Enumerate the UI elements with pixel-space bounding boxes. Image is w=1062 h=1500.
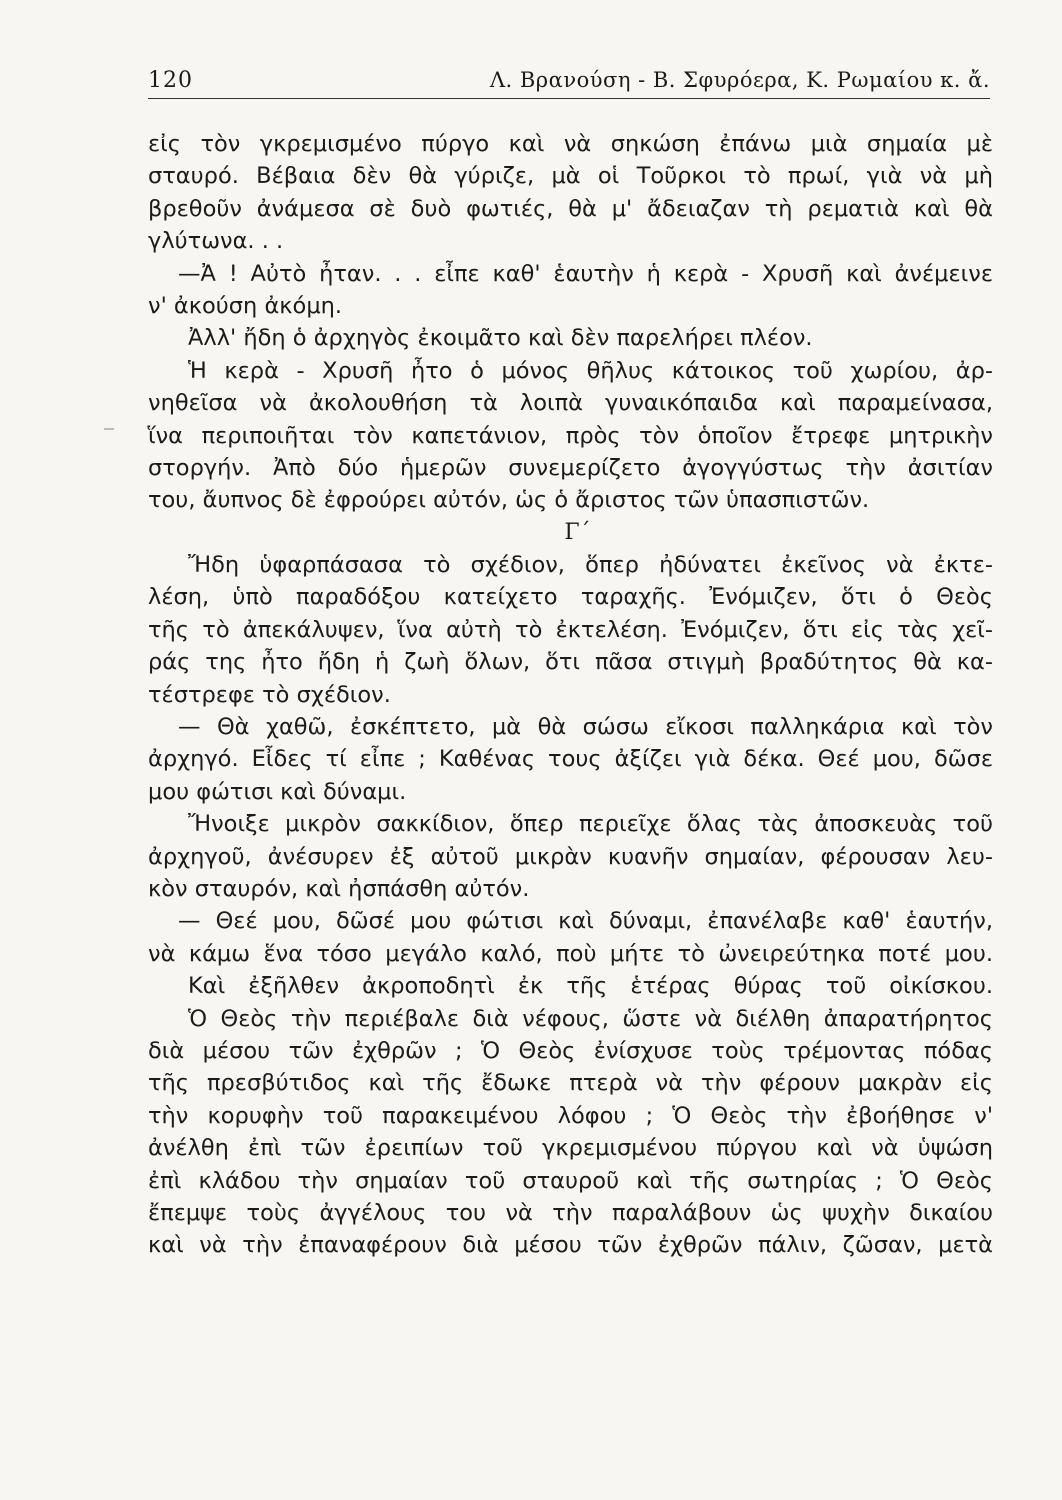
- margin-mark: [104, 428, 114, 430]
- text-line: ἀρχηγοῦ, ἀνέσυρεν ἐξ αὐτοῦ μικρὰν κυανῆν σημαίαν, φέρουσαν λευ-: [148, 843, 993, 870]
- text-line: ἵνα περιποιῆται τὸν καπετάνιον, πρὸς τὸν ὁποῖον ἔτρεφε μητρικὴν: [148, 422, 993, 449]
- running-head: [148, 62, 990, 102]
- header-authors: Λ. Βρανούση - Β. Σφυρόερα, Κ. Ρωμαίου κ. ἄ.: [489, 68, 990, 92]
- text-line: καὶ νὰ τὴν ἐπαναφέρουν διὰ μέσου τῶν ἐχθρῶν πάλιν, ζῶσαν, μετὰ: [148, 1232, 993, 1259]
- text-line: νὰ κάμω ἕνα τόσο μεγάλο καλό, ποὺ μήτε τὸ ὠνειρεύτηκα ποτέ μου.: [148, 940, 993, 967]
- text-line: ν' ἀκούση ἀκόμη.: [148, 292, 343, 319]
- text-line: λέση, ὑπὸ παραδόξου κατείχετο ταραχῆς. Ἐνόμιζεν, ὅτι ὁ Θεὸς: [148, 584, 993, 611]
- text-line: του, ἄυπνος δὲ ἐφρούρει αὐτόν, ὡς ὁ ἄριστος τῶν ὑπασπιστῶν.: [148, 487, 870, 514]
- paragraph-start: Καὶ ἐξῆλθεν ἀκροποδητὶ ἐκ τῆς ἑτέρας θύρας τοῦ οἰκίσκου.: [188, 973, 993, 1000]
- dialogue-line: — Θὰ χαθῶ, ἐσκέπτετο, μὰ θὰ σώσω εἴκοσι παλληκάρια καὶ τὸν: [178, 714, 993, 741]
- text-line: στοργήν. Ἀπὸ δύο ἡμερῶν συνεμερίζετο ἀγογγύστως τὴν ἀσιτίαν: [148, 454, 993, 481]
- paragraph-start: Ἡ κερὰ - Χρυσῆ ἦτο ὁ μόνος θῆλυς κάτοικος τοῦ χωρίου, ἀρ-: [188, 357, 993, 384]
- text-line: σταυρό. Βέβαια δὲν θὰ γύριζε, μὰ οἱ Τοῦρκοι τὸ πρωί, γιὰ νὰ μὴ: [148, 163, 993, 190]
- paragraph-start: Ἤνοιξε μικρὸν σακκίδιον, ὅπερ περιεῖχε ὅλας τὰς ἀποσκευὰς τοῦ: [188, 811, 993, 838]
- text-line: ἀνέλθη ἐπὶ τῶν ἐρειπίων τοῦ γκρεμισμένου πύργου καὶ νὰ ὑψώση: [148, 1135, 993, 1162]
- text-line: διὰ μέσου τῶν ἐχθρῶν ; Ὁ Θεὸς ἐνίσχυσε τοὺς τρέμοντας πόδας: [148, 1037, 993, 1064]
- text-line: τέστρεφε τὸ σχέδιον.: [148, 681, 391, 708]
- text-line: ἐπὶ κλάδου τὴν σημαίαν τοῦ σταυροῦ καὶ τῆς σωτηρίας ; Ὁ Θεὸς: [148, 1167, 993, 1194]
- paragraph-start: Ὁ Θεὸς τὴν περιέβαλε διὰ νέφους, ὥστε νὰ διέλθη ἀπαρατήρητος: [188, 1005, 993, 1032]
- text-line: τῆς τὸ ἀπεκάλυψεν, ἵνα αὐτὴ τὸ ἐκτελέση. Ἐνόμιζεν, ὅτι εἰς τὰς χεῖ-: [148, 616, 993, 643]
- text-line: γλύτωνα. . .: [148, 228, 284, 255]
- body-text: [148, 128, 993, 1262]
- text-line: κὸν σταυρόν, καὶ ἠσπάσθη αὐτόν.: [148, 875, 530, 902]
- text-line: μου φώτισι καὶ δύναμι.: [148, 778, 407, 805]
- text-line: ἀρχηγό. Εἶδες τί εἶπε ; Καθένας τους ἀξίζει γιὰ δέκα. Θεέ μου, δῶσε: [148, 746, 993, 773]
- section-mark: Γ΄: [564, 519, 591, 545]
- text-line: εἰς τὸν γκρεμισμένο πύργο καὶ νὰ σηκώση ἐπάνω μιὰ σημαία μὲ: [148, 131, 993, 157]
- text-line: ἔπεμψε τοὺς ἀγγέλους του νὰ τὴν παραλάβουν ὡς ψυχὴν δικαίου: [148, 1199, 993, 1226]
- dialogue-line: — Θεέ μου, δῶσέ μου φώτισι καὶ δύναμι, ἐπανέλαβε καθ' ἑαυτήν,: [178, 908, 993, 935]
- text-line: βρεθοῦν ἀνάμεσα σὲ δυὸ φωτιές, θὰ μ' ἄδειαζαν τὴ ρεματιὰ καὶ θὰ: [148, 195, 993, 222]
- page-number: 120: [148, 68, 193, 93]
- header-rule: [148, 98, 990, 99]
- text-line: τῆς πρεσβύτιδος καὶ τῆς ἔδωκε πτερὰ νὰ τὴν φέρουν μακρὰν εἰς: [148, 1070, 993, 1097]
- text-line: ράς της ἦτο ἤδη ἡ ζωὴ ὅλων, ὅτι πᾶσα στιγμὴ βραδύτητος θὰ κα-: [148, 649, 993, 676]
- text-line: τὴν κορυφὴν τοῦ παρακειμένου λόφου ; Ὁ Θεὸς τὴν ἐβοήθησε ν': [148, 1102, 993, 1129]
- paragraph-start: Ἤδη ὑφαρπάσασα τὸ σχέδιον, ὅπερ ἠδύνατει ἐκεῖνος νὰ ἐκτε-: [188, 552, 993, 579]
- paragraph-start: Ἀλλ' ἤδη ὁ ἀρχηγὸς ἐκοιμᾶτο καὶ δὲν παρελήρει πλέον.: [188, 325, 813, 352]
- dialogue-line: —Ἀ ! Αὐτὸ ἦταν. . . εἶπε καθ' ἑαυτὴν ἡ κερὰ - Χρυσῆ καὶ ἀνέμεινε: [178, 260, 993, 287]
- text-line: νηθεῖσα νὰ ἀκολουθήση τὰ λοιπὰ γυναικόπαιδα καὶ παραμείνασα,: [148, 390, 993, 417]
